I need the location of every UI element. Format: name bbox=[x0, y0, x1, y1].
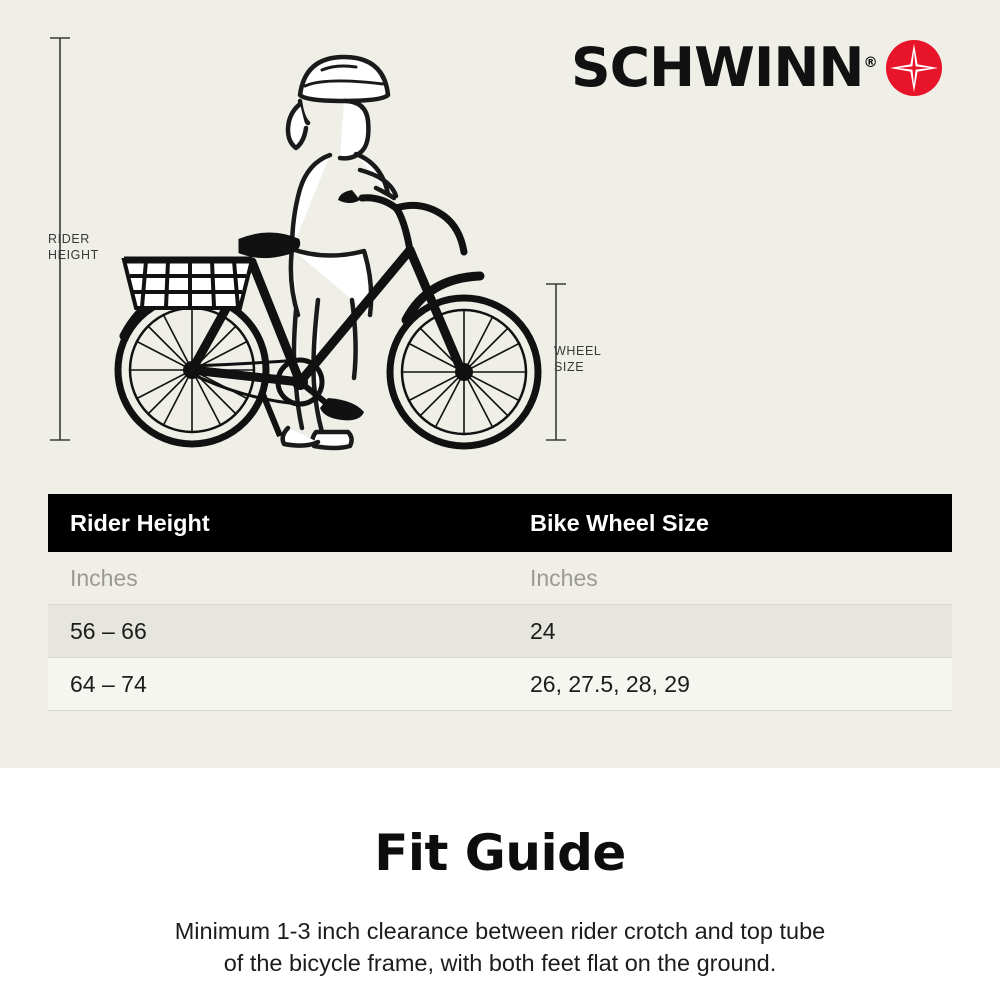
description-line-2: of the bicycle frame, with both feet flat on the ground. bbox=[223, 949, 777, 976]
wheel-size-label-line2: SIZE bbox=[554, 359, 585, 374]
brand-name-text: SCHWINN bbox=[571, 36, 864, 99]
page-title: Fit Guide bbox=[374, 824, 626, 882]
wheel-size-dimension-label bbox=[554, 344, 601, 375]
cell-rider-height: 56 – 66 bbox=[48, 605, 508, 658]
fit-guide-panel bbox=[0, 768, 1000, 1000]
rider-height-dimension-label bbox=[48, 232, 99, 263]
column-header-wheel-size: Bike Wheel Size bbox=[508, 494, 952, 552]
registered-trademark-symbol: ® bbox=[863, 55, 877, 71]
table-row bbox=[48, 605, 952, 658]
table-row bbox=[48, 658, 952, 711]
units-rider-height: Inches bbox=[48, 552, 508, 605]
description-line-1: Minimum 1-3 inch clearance between rider crotch and top tube bbox=[174, 918, 826, 944]
wheel-size-label-line1: WHEEL bbox=[554, 344, 602, 358]
fit-guide-description bbox=[0, 916, 1000, 979]
cell-wheel-size: 26, 27.5, 28, 29 bbox=[508, 658, 952, 711]
units-wheel-size: Inches bbox=[508, 552, 952, 605]
rider-height-label-line2: HEIGHT bbox=[48, 247, 99, 262]
column-header-rider-height: Rider Height bbox=[48, 494, 508, 552]
cell-rider-height: 64 – 74 bbox=[48, 658, 508, 711]
table-units-row bbox=[48, 552, 952, 605]
bicycle-illustration bbox=[0, 0, 1000, 480]
rider-height-label-line1: RIDER bbox=[48, 232, 90, 246]
bicycle-figure bbox=[118, 190, 538, 446]
cell-wheel-size: 24 bbox=[508, 605, 952, 658]
sizing-table bbox=[48, 494, 952, 711]
table-header-row bbox=[48, 494, 952, 552]
